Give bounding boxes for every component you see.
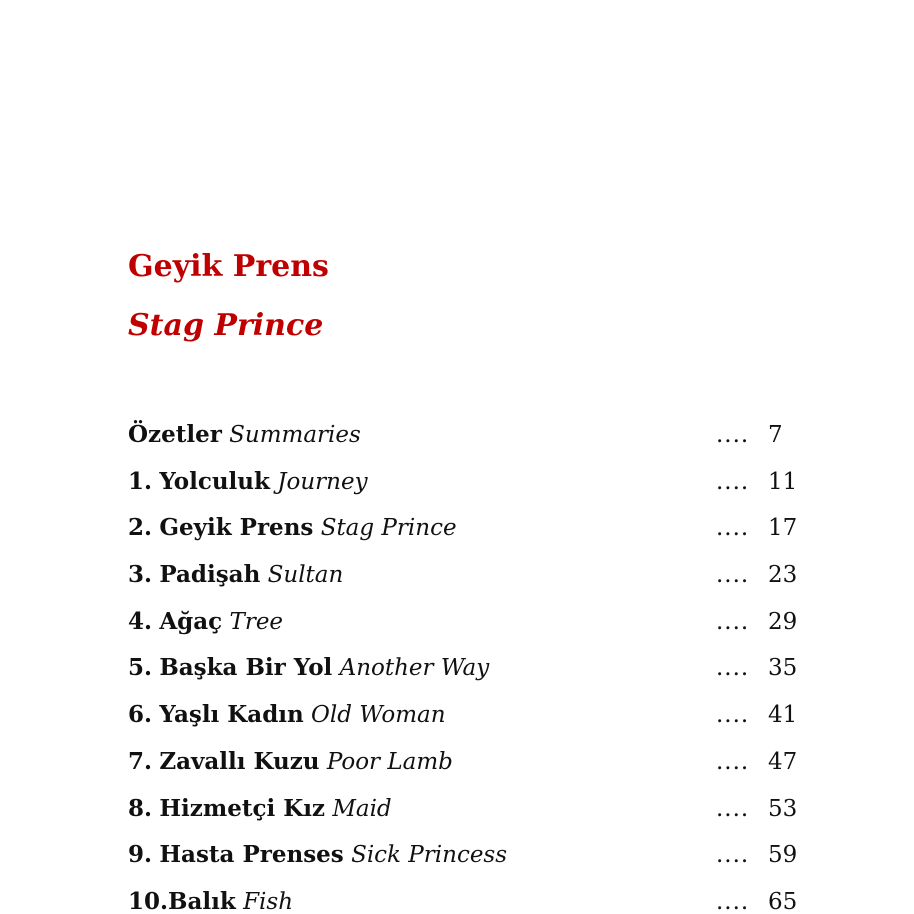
page-title: Geyik Prens [128,249,329,284]
toc-entry-turkish-title: Padişah [159,561,261,589]
toc-entry-english-title: Poor Lamb [326,748,453,775]
toc-entry-turkish-title: Yaşlı Kadın [159,701,304,729]
toc-dot-leader: .... [716,795,750,822]
toc-entry-title [128,420,361,450]
toc-entry [128,607,800,654]
toc-entry-english-title: Tree [229,608,284,635]
toc-entry [128,653,800,700]
table-of-contents [128,420,800,914]
toc-page-number: 17 [768,515,798,542]
toc-dot-leader: .... [716,748,750,775]
toc-entry-title [128,887,293,914]
toc-dot-leader: .... [716,608,750,635]
toc-entry-number: 3. [128,561,153,589]
toc-entry-number: 7. [128,747,153,775]
toc-entry-title [128,513,457,543]
toc-entry-turkish-title: Balık [168,887,236,914]
toc-entry-number: 5. [128,654,153,682]
toc-dot-leader: .... [716,702,750,729]
toc-page-number: 7 [768,422,783,448]
toc-entry-turkish-title: Özetler [128,421,222,448]
toc-entry-english-title: Another Way [339,655,490,682]
toc-entry-title [128,467,368,497]
toc-entry-turkish-title: Yolculuk [159,467,270,495]
toc-dot-leader: .... [716,468,750,495]
toc-entry [128,794,800,841]
toc-entry [128,887,800,914]
toc-entry-title [128,700,446,730]
toc-page-number: 29 [768,608,798,635]
toc-page-number: 11 [768,468,798,495]
toc-entry [128,840,800,887]
toc-entry [128,467,800,514]
toc-entry-turkish-title: Başka Bir Yol [159,654,333,682]
toc-entry-english-title: Old Woman [311,702,446,729]
toc-entry-turkish-title: Ağaç [159,607,223,635]
toc-page-number: 65 [768,888,798,914]
toc-entry-english-title: Sultan [267,562,344,589]
toc-page-number: 47 [768,748,798,775]
toc-dot-leader: .... [716,422,750,448]
toc-entry-number: 8. [128,794,153,822]
toc-entry [128,560,800,607]
toc-entry-title [128,653,489,683]
toc-page-number: 23 [768,562,798,589]
toc-entry-number: 2. [128,514,153,542]
toc-entry-turkish-title: Hasta Prenses [159,841,344,869]
toc-entry-title [128,840,507,870]
toc-entry-title [128,747,453,777]
toc-page-number: 53 [768,795,798,822]
toc-entry-english-title: Sick Princess [351,842,508,869]
toc-entry-number: 1. [128,467,153,495]
toc-page-number: 41 [768,702,798,729]
toc-dot-leader: .... [716,888,750,914]
toc-entry-english-title: Stag Prince [320,515,457,542]
toc-entry-turkish-title: Zavallı Kuzu [159,747,320,775]
toc-entry-number: 9. [128,841,153,869]
toc-entry-english-title: Summaries [229,422,361,448]
page-subtitle: Stag Prince [128,308,324,343]
toc-dot-leader: .... [716,655,750,682]
toc-entry [128,513,800,560]
toc-entry-number: 10. [128,887,169,914]
toc-entry-title [128,607,283,637]
toc-entry [128,420,800,467]
toc-dot-leader: .... [716,842,750,869]
toc-entry-turkish-title: Geyik Prens [159,514,314,542]
toc-page-number: 59 [768,842,798,869]
toc-entry-english-title: Maid [332,795,392,822]
toc-entry-english-title: Fish [243,888,294,914]
toc-dot-leader: .... [716,562,750,589]
toc-entry [128,700,800,747]
toc-entry [128,747,800,794]
toc-entry-title [128,560,343,590]
toc-entry-title [128,794,392,824]
toc-entry-turkish-title: Hizmetçi Kız [159,794,325,822]
toc-dot-leader: .... [716,515,750,542]
toc-page-number: 35 [768,655,798,682]
toc-entry-english-title: Journey [277,468,368,495]
toc-entry-number: 6. [128,701,153,729]
toc-entry-number: 4. [128,607,153,635]
